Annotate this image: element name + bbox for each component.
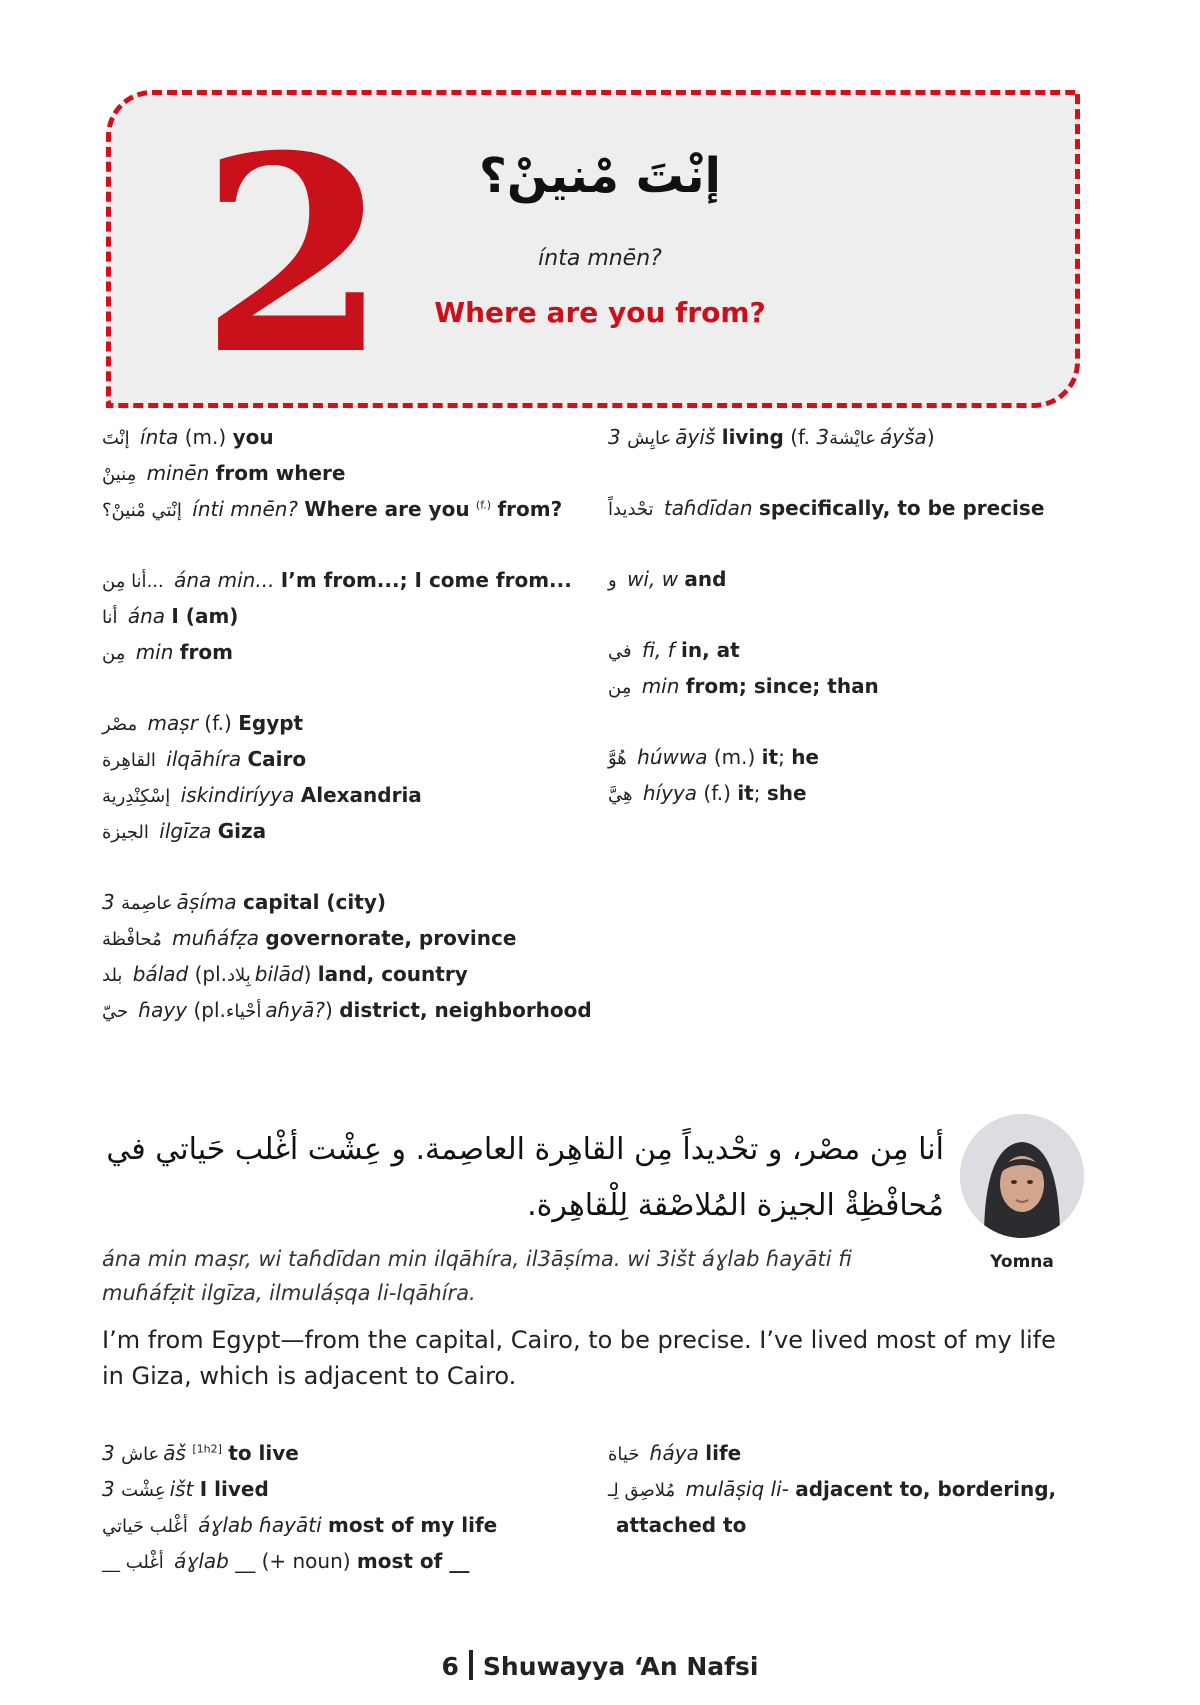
- vocab-entry: [102, 885, 592, 921]
- vocab-entry: [608, 562, 1044, 598]
- vocab-entry: [102, 492, 592, 528]
- vocab-transliteration: híyya: [642, 781, 698, 805]
- vocab-english: most of __: [356, 1549, 470, 1573]
- vocab-note: ): [325, 998, 333, 1022]
- vocab-arabic: إنْتَ: [102, 428, 130, 449]
- vocab-entry: [102, 1436, 497, 1472]
- vocab-arabic: عِشْت: [121, 1480, 166, 1501]
- vocab-note: (m.): [184, 425, 227, 449]
- vocab-arabic: أنا مِن...: [102, 571, 164, 592]
- vocab-note-arabic: عايْشة: [829, 428, 877, 449]
- lesson-title-transliteration: ínta mnēn?: [538, 246, 662, 271]
- vocab-english: to live: [228, 1441, 299, 1465]
- vocab-english: Where are you: [304, 497, 470, 521]
- vocab-transliteration: ɦáya: [649, 1441, 699, 1465]
- vocab-transliteration: min: [135, 640, 174, 664]
- vocab-arabic: إنْتي مْنينْ؟: [102, 500, 182, 521]
- vocab-arabic: القاهِرة: [102, 750, 156, 771]
- vocab-entry: [102, 420, 592, 456]
- vocab-transliteration: 3āṣíma: [102, 890, 237, 914]
- vocab-entry: [102, 957, 592, 993]
- vocab-english: specifically, to be precise: [758, 496, 1045, 520]
- vocab-arabic: عاصِمة: [121, 893, 173, 914]
- quote-transliteration: ána min maṣr, wi taɦdīdan min ilqāhíra, il3āṣíma. wi 3išt áɣlab ɦayāti fi muɦáfẓit ilgīza, ilmuláṣqa li-lqāhíra.: [102, 1247, 852, 1305]
- vocab-note: (pl.: [193, 998, 226, 1022]
- vocab-entry: [102, 563, 592, 599]
- vocab-arabic: مِن: [102, 643, 126, 664]
- vocab-entry: [102, 778, 592, 814]
- vocab-note: (+ noun): [261, 1549, 351, 1573]
- vocab-entry: هِيَّ híyya (f.) it; she: [608, 781, 807, 805]
- vocab-english: from: [179, 640, 233, 664]
- vocab-entry: [102, 921, 592, 957]
- vocab-superscript: [1h2]: [192, 1442, 222, 1456]
- vocab-arabic: مُحافْظة: [102, 929, 162, 950]
- vocab-english: land, country: [317, 962, 468, 986]
- vocab-arabic: تحْديداً: [608, 499, 654, 520]
- footer-divider: [469, 1650, 473, 1680]
- lesson-number: 2: [200, 96, 388, 414]
- vocab-note-arabic: أحْياء: [225, 1001, 262, 1022]
- vocab-transliteration: fi, f: [641, 638, 675, 662]
- vocab-transliteration: ána min...: [174, 568, 275, 592]
- vocab-arabic: عايِش: [627, 428, 672, 449]
- vocab-english: it: [761, 745, 779, 769]
- vocab-transliteration: ilqāhíra: [166, 747, 242, 771]
- vocab-list-2-left: [102, 1436, 497, 1580]
- vocab-arabic: بلد: [102, 965, 123, 986]
- vocab-note: ): [303, 962, 312, 986]
- vocab-english: life: [705, 1441, 742, 1465]
- vocab-english: adjacent to, bordering,: [795, 1477, 1057, 1501]
- vocab-transliteration: húwwa: [637, 745, 708, 769]
- vocab-english: you: [232, 425, 274, 449]
- vocab-arabic: مُلاصِق لِـ: [608, 1480, 676, 1501]
- vocab-arabic: حَياة: [608, 1444, 640, 1465]
- speaker-photo: [960, 1114, 1084, 1238]
- vocab-english: governorate, province: [265, 926, 517, 950]
- vocab-english: Cairo: [247, 747, 307, 771]
- vocab-transliteration: taɦdīdan: [663, 496, 753, 520]
- vocab-transliteration: wi, w: [627, 567, 679, 591]
- vocab-entry: [608, 491, 1044, 527]
- vocab-english: Egypt: [238, 711, 304, 735]
- vocab-entry: [608, 420, 1044, 456]
- vocab-note-arabic: بِلاد: [227, 965, 251, 986]
- vocab-english: and: [684, 567, 727, 591]
- vocab-transliteration: iskindiríyya: [180, 783, 295, 807]
- book-title: Shuwayya ‘An Nafsi: [482, 1652, 759, 1681]
- page-footer: [0, 1650, 1200, 1681]
- vocab-english: from where: [215, 461, 346, 485]
- vocab-arabic: أنا: [102, 607, 118, 628]
- vocab-entry: [608, 669, 1044, 705]
- vocab-arabic: الجيزة: [102, 822, 149, 843]
- vocab-english: attached to: [616, 1513, 747, 1537]
- vocab-arabic: مِنينْ: [102, 464, 137, 485]
- vocab-transliteration: mulāṣiq li-: [685, 1477, 789, 1501]
- quote-english: I’m from Egypt—from the capital, Cairo, to be precise. I’ve lived most of my life in Giza, which is adjacent to Cairo.: [102, 1326, 1056, 1390]
- vocab-note: (f.): [703, 781, 731, 805]
- vocab-transliteration: minēn: [146, 461, 210, 485]
- vocab-arabic: أغْلب حَياتي: [102, 1516, 188, 1537]
- vocab-entry: [102, 993, 592, 1029]
- vocab-arabic: هِيَّ: [608, 784, 633, 805]
- vocab-note-transliteration: aɦyā?: [265, 998, 326, 1022]
- vocab-note-transliteration: 3áyša: [816, 425, 927, 449]
- vocab-arabic: حيّ: [102, 1001, 129, 1022]
- vocab-note-transliteration: bilād: [254, 962, 304, 986]
- vocab-english: I lived: [199, 1477, 269, 1501]
- vocab-english: Giza: [217, 819, 267, 843]
- vocab-english: in, at: [681, 638, 740, 662]
- vocab-entry: [102, 706, 592, 742]
- speaker-name: Yomna: [990, 1252, 1054, 1272]
- vocab-english: he: [791, 745, 819, 769]
- vocab-entry: [608, 1472, 1056, 1508]
- vocab-note: (f.): [204, 711, 232, 735]
- vocab-entry: [608, 1436, 1056, 1472]
- vocab-entry: [102, 635, 592, 671]
- speaker-portrait-icon: [960, 1114, 1084, 1238]
- vocab-note: (pl.: [194, 962, 228, 986]
- quote-arabic: أنا مِن مصْر، و تحْديداً مِن القاهِرة العاصِمة. و عِشْت أغْلب حَياتي في مُحافْظِةْ الجيزة المُلاصْقة لِلْقاهِرة.: [106, 1132, 944, 1223]
- vocab-arabic: عاش: [121, 1444, 160, 1465]
- vocab-entry: [102, 814, 592, 850]
- vocab-transliteration: bálad: [132, 962, 189, 986]
- vocab-english: district, neighborhood: [339, 998, 592, 1022]
- vocab-transliteration: áɣlab ɦayāti: [198, 1513, 322, 1537]
- vocab-arabic: مِن: [608, 677, 632, 698]
- vocab-arabic: __ أغْلب: [102, 1552, 164, 1573]
- vocab-superscript: (f.): [475, 498, 492, 512]
- vocab-transliteration: ána: [127, 604, 166, 628]
- vocab-entry: [102, 742, 592, 778]
- vocab-note: (m.): [713, 745, 756, 769]
- vocab-entry: [102, 1508, 497, 1544]
- vocab-list-2-right: [608, 1436, 1056, 1543]
- vocab-transliteration: ínti mnēn?: [192, 497, 299, 521]
- vocab-transliteration: maṣr: [147, 711, 198, 735]
- vocab-transliteration: 3išt: [102, 1477, 194, 1501]
- vocab-transliteration: 3āyiš: [608, 425, 716, 449]
- vocab-note: (f.: [790, 425, 810, 449]
- vocab-entry: [102, 1472, 497, 1508]
- vocab-transliteration: ɦayy: [138, 998, 188, 1022]
- page-number: 6: [441, 1652, 459, 1681]
- vocab-english: it: [737, 781, 754, 805]
- vocab-list-right: [608, 420, 1044, 812]
- vocab-arabic: إسْكِنْدِرية: [102, 786, 171, 807]
- vocab-transliteration: muɦáfẓa: [172, 926, 260, 950]
- lesson-title-english: Where are you from?: [434, 296, 766, 329]
- vocab-entry-continuation: [608, 1508, 1056, 1543]
- vocab-arabic: مصْر: [102, 714, 138, 735]
- vocab-transliteration: min: [641, 674, 680, 698]
- vocab-entry: [102, 456, 592, 492]
- vocab-arabic: في: [608, 641, 632, 662]
- vocab-english: I (am): [171, 604, 239, 628]
- vocab-english: Alexandria: [300, 783, 422, 807]
- vocab-english: from?: [497, 497, 563, 521]
- vocab-english: I’m from...; I come from...: [280, 568, 572, 592]
- vocab-english: capital (city): [243, 890, 387, 914]
- vocab-transliteration: áɣlab __: [174, 1549, 256, 1573]
- vocab-english: she: [766, 781, 807, 805]
- vocab-entry: [102, 599, 592, 635]
- vocab-english: living: [721, 425, 784, 449]
- vocab-transliteration: ilgīza: [159, 819, 212, 843]
- vocab-note: ): [926, 425, 935, 449]
- vocab-entry: [608, 633, 1044, 669]
- vocab-list-left: [102, 420, 592, 1029]
- vocab-entry: [102, 1544, 497, 1580]
- vocab-transliteration: ínta: [140, 425, 179, 449]
- vocab-arabic: و: [608, 570, 617, 591]
- vocab-english: from; since; than: [685, 674, 879, 698]
- vocab-entry: هُوَّ húwwa (m.) it; he: [608, 745, 819, 769]
- vocab-english: most of my life: [328, 1513, 498, 1537]
- lesson-title-arabic: إنْتَ مْنينْ؟: [479, 148, 721, 204]
- vocab-transliteration: 3āš: [102, 1441, 186, 1465]
- vocab-arabic: هُوَّ: [608, 748, 627, 769]
